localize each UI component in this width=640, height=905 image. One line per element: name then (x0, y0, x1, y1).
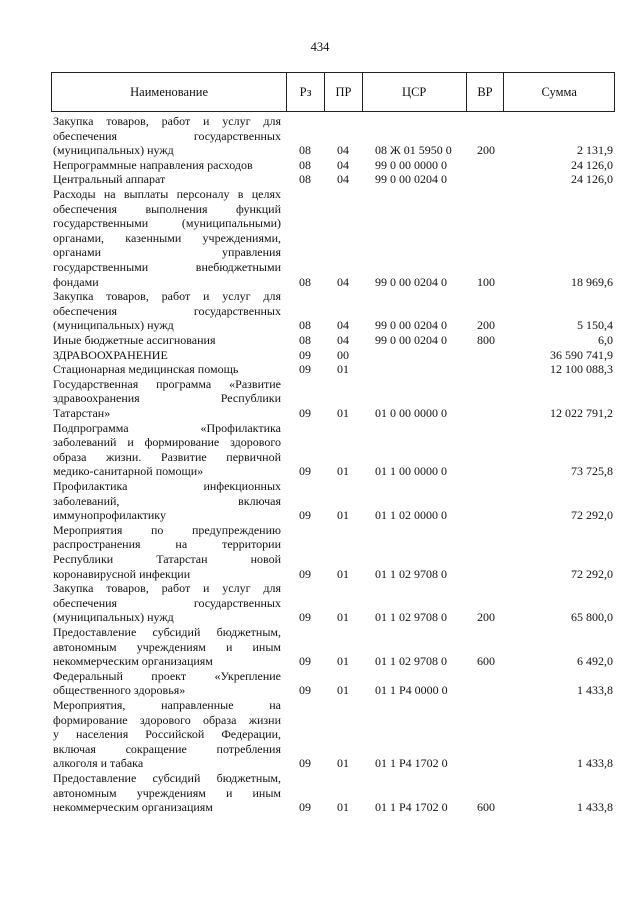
row-name-line: Центральный аппарат (53, 172, 166, 187)
row-name-line: государственными внебюджетными (53, 259, 281, 274)
row-rz: 09 (299, 610, 311, 625)
row-pr: 00 (337, 347, 349, 362)
row-name-line: Закупка товаров, работ и услуг для (53, 114, 281, 128)
row-name-line: Расходы на выплаты персоналу в целях (53, 187, 281, 201)
row-name-line: заболеваний, включая (53, 493, 281, 508)
row-vr: 800 (477, 333, 495, 347)
row-name-line: автономным учреждениям и иным (53, 639, 281, 654)
row-name (53, 377, 281, 421)
row-rz: 08 (299, 333, 311, 347)
row-sum: 24 126,0 (571, 157, 613, 172)
row-name (53, 158, 281, 173)
row-rz: 08 (299, 157, 311, 172)
row-name (53, 362, 281, 377)
table-row (53, 348, 613, 363)
row-name (53, 289, 281, 333)
row-name-line: обеспечения государственных (53, 303, 281, 318)
row-name-line: заболеваний и формирование здорового (53, 435, 281, 450)
table-row (53, 158, 613, 173)
row-sum: 1 433,8 (577, 683, 613, 698)
row-name-line: Подпрограмма «Профилактика (53, 420, 281, 435)
row-name-line: коронавирусной инфекции (53, 566, 191, 581)
row-name-line: некоммерческим организациям (53, 654, 213, 669)
row-csr: 99 0 00 0204 0 (375, 318, 447, 333)
row-rz: 08 (299, 143, 311, 158)
row-sum: 73 725,8 (571, 464, 613, 479)
row-pr: 01 (337, 800, 349, 815)
row-vr: 200 (477, 143, 495, 158)
row-sum: 5 150,4 (577, 318, 613, 333)
page-number: 434 (310, 40, 330, 54)
row-rz: 09 (299, 508, 311, 523)
row-rz: 09 (299, 566, 311, 581)
row-rz: 09 (299, 756, 311, 771)
row-sum: 12 100 088,3 (550, 362, 613, 377)
row-rz: 08 (299, 318, 311, 333)
row-name-line: образа жизни. Развитие первичной (53, 449, 281, 464)
row-pr: 01 (337, 362, 349, 377)
row-pr: 01 (337, 610, 349, 625)
row-name (53, 479, 281, 523)
row-name-line: формирование здорового образа жизни (53, 712, 281, 727)
row-name-line: (муниципальных) нужд (53, 318, 174, 333)
row-pr: 04 (337, 333, 349, 347)
row-name-line: Предоставление субсидий бюджетным, (53, 771, 281, 785)
row-name (53, 698, 281, 771)
row-sum: 72 292,0 (571, 566, 613, 581)
row-name (53, 669, 281, 698)
row-sum: 36 590 741,9 (550, 347, 613, 362)
table-row (53, 698, 613, 771)
row-name-line: Закупка товаров, работ и услуг для (53, 289, 281, 304)
row-name-line: обеспечения государственных (53, 595, 281, 610)
table-row (53, 289, 613, 333)
row-rz: 09 (299, 683, 311, 698)
row-name-line: Мероприятия, направленные на (53, 698, 281, 712)
header-name: Наименование (52, 73, 287, 111)
row-pr: 01 (337, 464, 349, 479)
row-name-line: у населения Российской Федерации, (53, 727, 281, 742)
table-row (53, 581, 613, 625)
row-rz: 09 (299, 464, 311, 479)
row-name-line: органами управления (53, 245, 281, 260)
row-pr: 04 (337, 318, 349, 333)
row-rz: 09 (299, 654, 311, 669)
row-name-line: Профилактика инфекционных (53, 479, 281, 493)
row-name-line: Мероприятия по предупреждению (53, 522, 281, 537)
row-name (53, 771, 281, 815)
row-rz: 09 (299, 405, 311, 420)
row-name-line: Закупка товаров, работ и услуг для (53, 581, 281, 596)
row-vr: 100 (477, 274, 495, 289)
row-vr: 200 (477, 610, 495, 625)
row-pr: 04 (337, 143, 349, 158)
row-sum: 18 969,6 (571, 274, 613, 289)
row-name-line: иммунопрофилактику (53, 508, 166, 523)
header-pr: ПР (325, 73, 363, 111)
row-rz: 08 (299, 274, 311, 289)
row-pr: 04 (337, 172, 349, 187)
table-row (53, 114, 613, 158)
row-name (53, 333, 281, 348)
row-vr: 200 (477, 318, 495, 333)
row-sum: 24 126,0 (571, 172, 613, 187)
row-csr: 99 0 00 0204 0 (375, 333, 447, 347)
row-sum: 1 433,8 (577, 800, 613, 815)
table-row (53, 377, 613, 421)
row-pr: 01 (337, 654, 349, 669)
table-row (53, 172, 613, 187)
row-sum: 1 433,8 (577, 756, 613, 771)
row-name (53, 625, 281, 669)
row-pr: 01 (337, 566, 349, 581)
row-name (53, 348, 281, 363)
row-csr: 99 0 00 0204 0 (375, 172, 447, 187)
row-name-line: Татарстан» (53, 405, 111, 420)
table-row (53, 333, 613, 348)
row-csr: 99 0 00 0000 0 (375, 157, 447, 172)
row-name-line: некоммерческим организациям (53, 800, 213, 815)
row-name (53, 581, 281, 625)
row-pr: 04 (337, 157, 349, 172)
row-rz: 09 (299, 347, 311, 362)
table-row (53, 421, 613, 479)
row-name-line: распространения на территории (53, 537, 281, 552)
row-name-line: Стационарная медицинская помощь (53, 362, 239, 377)
row-sum: 6 492,0 (577, 654, 613, 669)
row-name-line: алкоголя и табака (53, 756, 144, 771)
header-sum: Сумма (541, 84, 577, 99)
row-rz: 09 (299, 800, 311, 815)
row-name-line: включая сокращение потребления (53, 741, 281, 756)
row-name-line: фондами (53, 274, 99, 289)
row-name-line: обеспечения выполнения функций (53, 201, 281, 216)
row-csr: 01 1 02 9708 0 (375, 610, 447, 625)
row-name-line: здравоохранения Республики (53, 391, 281, 406)
row-csr: 01 1 02 9708 0 (375, 654, 447, 669)
row-csr: 01 0 00 0000 0 (375, 405, 447, 420)
header-vr: ВР (467, 73, 505, 111)
row-sum: 72 292,0 (571, 508, 613, 523)
row-csr: 01 1 02 9708 0 (375, 566, 447, 581)
row-vr: 600 (477, 654, 495, 669)
row-name-line: Республики Татарстан новой (53, 551, 281, 566)
row-rz: 09 (299, 362, 311, 377)
row-rz: 08 (299, 172, 311, 187)
row-name (53, 523, 281, 581)
row-name (53, 114, 281, 158)
row-csr: 01 1 Р4 1702 0 (375, 800, 448, 815)
row-name (53, 187, 281, 289)
row-name-line: Предоставление субсидий бюджетным, (53, 625, 281, 639)
table-row (53, 187, 613, 289)
row-pr: 01 (337, 756, 349, 771)
row-sum: 65 800,0 (571, 610, 613, 625)
header-csr: ЦСР (363, 73, 467, 111)
table-row (53, 523, 613, 581)
row-sum: 12 022 791,2 (550, 405, 613, 420)
row-name-line: Иные бюджетные ассигнования (53, 333, 216, 347)
row-name-line: государственными (муниципальными) (53, 216, 281, 231)
table-row (53, 479, 613, 523)
table-row (53, 771, 613, 815)
row-csr: 08 Ж 01 5950 0 (375, 143, 452, 158)
table-row (53, 669, 613, 698)
row-name-line: органами, казенными учреждениями, (53, 230, 281, 245)
row-pr: 01 (337, 405, 349, 420)
table-row (53, 625, 613, 669)
row-name-line: (муниципальных) нужд (53, 143, 174, 158)
row-name-line: Государственная программа «Развитие (53, 376, 281, 391)
row-name-line: обеспечения государственных (53, 128, 281, 143)
table-header (51, 72, 615, 112)
table-row (53, 362, 613, 377)
row-csr: 01 1 Р4 1702 0 (375, 756, 448, 771)
row-name-line: ЗДРАВООХРАНЕНИЕ (53, 347, 168, 362)
row-sum: 6,0 (598, 333, 613, 347)
row-csr: 01 1 Р4 0000 0 (375, 683, 448, 698)
row-csr: 01 1 02 0000 0 (375, 508, 447, 523)
row-name-line: медико-санитарной помощи» (53, 464, 204, 479)
row-csr: 01 1 00 0000 0 (375, 464, 447, 479)
row-pr: 01 (337, 683, 349, 698)
row-vr: 600 (477, 800, 495, 815)
row-name-line: (муниципальных) нужд (53, 610, 174, 625)
row-sum: 2 131,9 (577, 143, 613, 158)
row-name (53, 421, 281, 479)
row-pr: 01 (337, 508, 349, 523)
row-name (53, 172, 281, 187)
row-name-line: общественного здоровья» (53, 683, 186, 698)
row-name-line: автономным учреждениям и иным (53, 785, 281, 800)
row-name-line: Федеральный проект «Укрепление (53, 668, 281, 683)
row-csr: 99 0 00 0204 0 (375, 274, 447, 289)
row-name-line: Непрограммные направления расходов (53, 157, 253, 172)
header-rz: Рз (287, 73, 325, 111)
row-pr: 04 (337, 274, 349, 289)
